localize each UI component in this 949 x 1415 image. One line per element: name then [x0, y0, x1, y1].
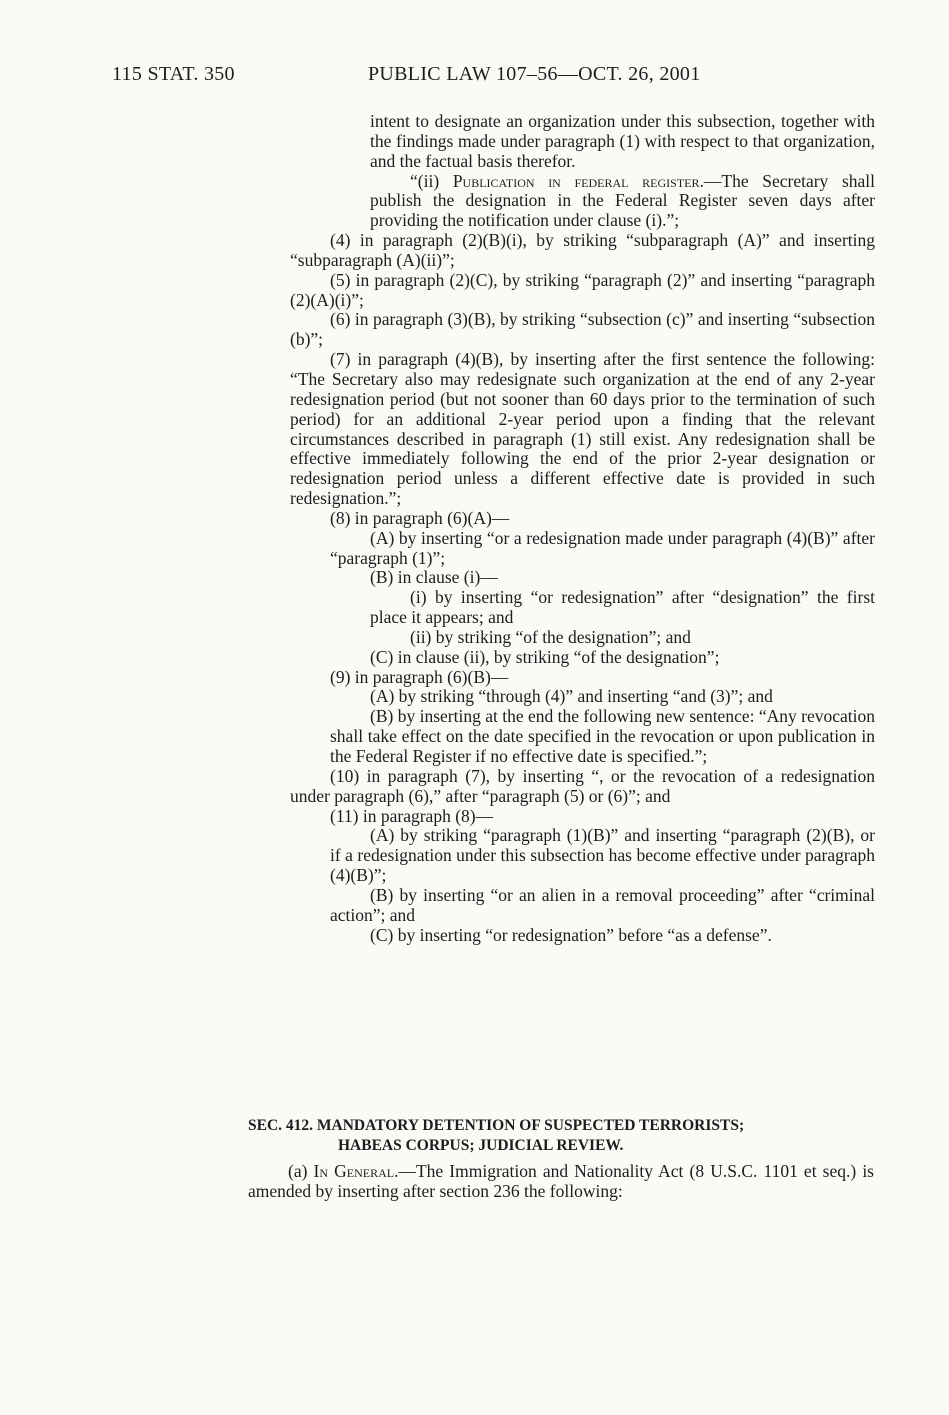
paragraph-9-A: (A) by striking “through (4)” and inserting “and (3)”; and [370, 686, 773, 707]
paragraph-5: (5) in paragraph (2)(C), by striking “paragraph (2)” and inserting “paragraph (2)(A)(i)”; [290, 269, 875, 310]
section-heading-line-2: HABEAS CORPUS; JUDICIAL REVIEW. [338, 1136, 624, 1154]
paragraph-11-B: (B) by inserting “or an alien in a removal proceeding” after “criminal action”; and [330, 884, 875, 925]
paragraph-intent: intent to designate an organization under this subsection, together with the findings made under paragraph (1) with respect to that organization, and the factual basis therefor. [370, 111, 875, 171]
paragraph-8-A: (A) by inserting “or a redesignation made under paragraph (4)(B)” after “paragraph (1)”; [330, 527, 875, 568]
paragraph-11: (11) in paragraph (8)— [330, 805, 494, 826]
paragraph-ii-text: .—The Secretary shall publish the designation in the Federal Register seven days after providing the notification under clause (i).”; [370, 170, 876, 231]
paragraph-10: (10) in paragraph (7), by inserting “, or the revocation of a redesignation under paragraph (6),” after “paragraph (5) or (6)”; and [290, 765, 875, 806]
paragraph-ii-heading: Publication in federal register [452, 170, 700, 191]
paragraph-8: (8) in paragraph (6)(A)— [330, 507, 510, 528]
stat-page-number: 115 STAT. 350 [112, 63, 235, 85]
paragraph-9-B: (B) by inserting at the end the following new sentence: “Any revocation shall take effect on the date specified in the revocation or upon publication in the Federal Register if no effective date is specified.”; [330, 706, 875, 766]
section-paragraph-a [248, 1162, 874, 1202]
section-a-lead: (a) [288, 1161, 314, 1181]
paragraph-8-B-ii: (ii) by striking “of the designation”; and [410, 626, 691, 647]
paragraph-11-C: (C) by inserting “or redesignation” before “as a defense”. [370, 924, 772, 945]
document-body [290, 112, 875, 945]
paragraph-ii-lead: “(ii) [410, 170, 453, 191]
paragraph-8-B-i: (i) by inserting “or redesignation” after “designation” the first place it appears; and [370, 587, 875, 628]
paragraph-ii [290, 172, 875, 232]
paragraph-8-B: (B) in clause (i)— [370, 567, 498, 588]
public-law-title: PUBLIC LAW 107–56—OCT. 26, 2001 [368, 63, 701, 85]
paragraph-6: (6) in paragraph (3)(B), by striking “subsection (c)” and inserting “subsection (b)”; [290, 309, 875, 350]
paragraph-4: (4) in paragraph (2)(B)(i), by striking “subparagraph (A)” and inserting “subparagraph (A)(ii)”; [290, 230, 875, 270]
paragraph-11-A: (A) by striking “paragraph (1)(B)” and inserting “paragraph (2)(B), or if a redesignation under this subsection has become effective under paragraph (4)(B)”; [330, 825, 875, 886]
section-heading [248, 1116, 874, 1155]
section-a-heading: In General [313, 1161, 395, 1181]
section-heading-line-1: SEC. 412. MANDATORY DETENTION OF SUSPECTED TERRORISTS; [248, 1117, 745, 1134]
section-body [248, 1162, 874, 1202]
section-a-text: .—The Immigration and Nationality Act (8 U.S.C. 1101 et seq.) is amended by inserting after section 236 the following: [248, 1161, 874, 1201]
paragraph-8-C: (C) in clause (ii), by striking “of the designation”; [370, 646, 720, 667]
paragraph-7: (7) in paragraph (4)(B), by inserting after the first sentence the following: “The Secretary also may redesignate such organization at the end of any 2-year redesignation period (but not sooner than 60 days prior to the termination of such period) for an additional 2-year period upon a finding that the relevant circumstances described in paragraph (1) still exist. Any redesignation shall be effective immediately following the end of the prior 2-year designation or redesignation period unless a different effective date is provided in such redesignation.”; [290, 349, 875, 509]
paragraph-9: (9) in paragraph (6)(B)— [330, 666, 509, 687]
